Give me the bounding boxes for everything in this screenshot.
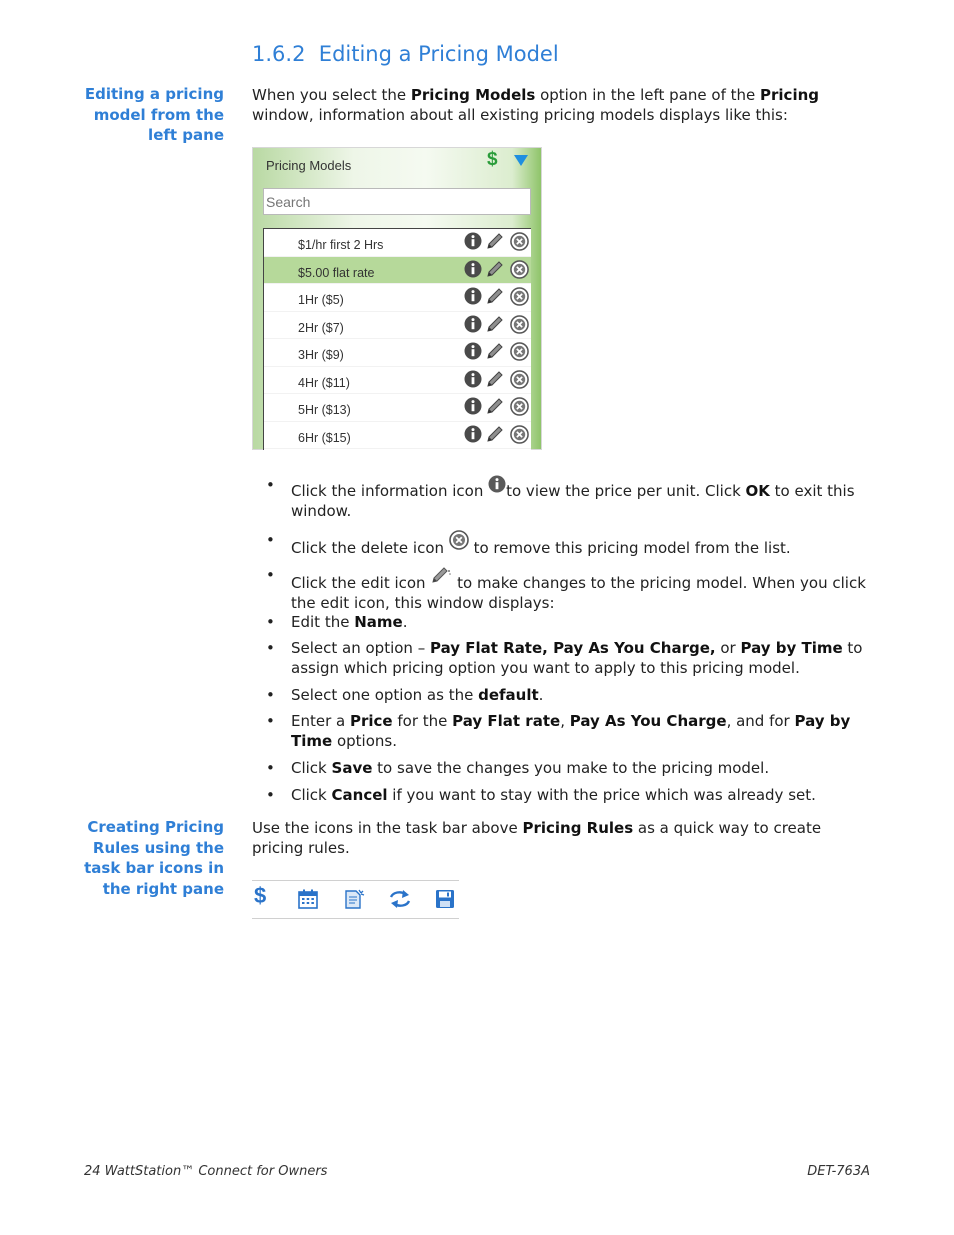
rules-text-2: as a quick way to create pricing rules. bbox=[252, 819, 822, 857]
delete-icon[interactable] bbox=[510, 397, 529, 416]
row-actions bbox=[464, 370, 529, 389]
delete-icon[interactable] bbox=[510, 287, 529, 306]
delete-icon bbox=[449, 530, 469, 550]
intro-text-1: When you select the bbox=[252, 86, 411, 104]
delete-icon[interactable] bbox=[510, 342, 529, 361]
edit-icon[interactable] bbox=[486, 315, 506, 333]
bullet-text: Click bbox=[291, 759, 332, 777]
bullet-text: , and for bbox=[726, 712, 795, 730]
delete-icon[interactable] bbox=[510, 370, 529, 389]
info-icon[interactable] bbox=[464, 287, 482, 305]
bullet-default bbox=[266, 685, 866, 705]
delete-icon[interactable] bbox=[510, 315, 529, 334]
bullet-text: to assign which pricing option you want to apply to this pricing model. bbox=[291, 639, 863, 677]
list-item[interactable] bbox=[264, 284, 531, 312]
list-item[interactable] bbox=[264, 394, 531, 422]
panel-title: Pricing Models bbox=[266, 158, 352, 173]
bullet-delete bbox=[266, 530, 866, 558]
task-bar bbox=[252, 880, 459, 919]
bullet-bold: Cancel bbox=[331, 786, 388, 804]
bullet-text: to view the price per unit. Click bbox=[506, 482, 746, 500]
bullet-bold: Price bbox=[350, 712, 393, 730]
bullet-text: . bbox=[538, 686, 544, 704]
list-item-label: 3Hr ($9) bbox=[298, 348, 344, 362]
section-heading bbox=[252, 44, 559, 64]
pricing-model-list bbox=[263, 228, 531, 450]
intro-bold-1: Pricing Models bbox=[410, 86, 536, 104]
edit-icon[interactable] bbox=[486, 370, 506, 388]
list-item[interactable] bbox=[264, 312, 531, 340]
edit-icon[interactable] bbox=[486, 287, 506, 305]
intro-text-2: option in the left pane of the bbox=[535, 86, 761, 104]
info-icon[interactable] bbox=[464, 342, 482, 360]
bullet-text: Click the edit icon bbox=[291, 574, 431, 592]
intro-paragraph bbox=[252, 85, 867, 125]
calendar-icon[interactable] bbox=[298, 889, 318, 909]
footer-doc-id: DET-763A bbox=[807, 1164, 870, 1179]
edit-icon[interactable] bbox=[486, 425, 506, 443]
rules-bold: Pricing Rules bbox=[522, 819, 634, 837]
bullet-text: , bbox=[560, 712, 570, 730]
bullet-text: Edit the bbox=[291, 613, 355, 631]
bullet-text: to make changes to the pricing model. When you click the edit icon, this window displays: bbox=[291, 574, 866, 612]
row-actions bbox=[464, 397, 529, 416]
list-item-label: 4Hr ($11) bbox=[298, 375, 350, 390]
list-item-label: $1/hr first 2 Hrs bbox=[298, 238, 384, 252]
info-icon[interactable] bbox=[464, 315, 482, 333]
bullet-info bbox=[266, 475, 866, 521]
row-actions bbox=[464, 260, 529, 279]
filter-arrow-icon[interactable] bbox=[514, 155, 528, 167]
bullet-bold: Pay by Time bbox=[291, 712, 851, 750]
bullet-text: . bbox=[402, 613, 408, 631]
dollar-icon[interactable]: $ bbox=[254, 883, 267, 908]
bullet-text: Click bbox=[291, 786, 332, 804]
bullet-text: for the bbox=[392, 712, 453, 730]
bullet-text: Click the delete icon bbox=[291, 539, 449, 557]
list-item[interactable] bbox=[264, 229, 531, 257]
save-icon[interactable] bbox=[435, 889, 455, 909]
section-title: Editing a Pricing Model bbox=[318, 42, 559, 66]
bullet-text: Click the information icon bbox=[291, 482, 489, 500]
info-icon[interactable] bbox=[464, 232, 482, 250]
footer-page-info: 24 WattStation™ Connect for Owners bbox=[84, 1164, 328, 1179]
edit-icon[interactable] bbox=[486, 232, 506, 250]
bullet-cancel bbox=[266, 785, 866, 805]
intro-text-3: window, information about all existing pricing models displays like this: bbox=[252, 106, 788, 124]
info-icon[interactable] bbox=[464, 370, 482, 388]
row-actions bbox=[464, 232, 529, 251]
edit-icon[interactable] bbox=[486, 260, 506, 278]
bullet-text: to remove this pricing model from the list. bbox=[468, 539, 791, 557]
bullet-option bbox=[266, 638, 866, 678]
rules-paragraph bbox=[252, 818, 867, 858]
bullet-name bbox=[266, 612, 866, 632]
list-item-label: 5Hr ($13) bbox=[298, 403, 351, 417]
bullet-text: options. bbox=[332, 732, 397, 750]
bullet-text: Enter a bbox=[291, 712, 350, 730]
row-actions bbox=[464, 342, 529, 361]
side-heading-creating: Creating Pricing Rules using the task bar icons in the right pane bbox=[84, 818, 224, 898]
bullet-price bbox=[266, 711, 866, 751]
list-item[interactable] bbox=[264, 257, 531, 285]
bullet-text: or bbox=[715, 639, 741, 657]
section-number: 1.6.2 bbox=[252, 42, 306, 66]
list-item-label: $5.00 flat rate bbox=[298, 265, 375, 280]
info-icon[interactable] bbox=[464, 260, 482, 278]
bullet-text: to save the changes you make to the pricing model. bbox=[372, 759, 770, 777]
list-item[interactable] bbox=[264, 367, 531, 395]
edit-icon bbox=[430, 565, 452, 585]
delete-icon[interactable] bbox=[510, 260, 529, 279]
bullet-edit bbox=[266, 565, 866, 613]
intro-bold-2: Pricing bbox=[760, 86, 819, 104]
bullet-bold: Save bbox=[331, 759, 373, 777]
rules-text-1: Use the icons in the task bar above bbox=[252, 819, 523, 837]
bullet-bold: Pay As You Charge bbox=[569, 712, 727, 730]
edit-icon[interactable] bbox=[486, 342, 506, 360]
list-item-label: 6Hr ($15) bbox=[298, 430, 351, 445]
row-actions bbox=[464, 425, 529, 444]
bullet-bold: Name bbox=[354, 613, 403, 631]
search-input[interactable] bbox=[263, 188, 531, 215]
info-icon bbox=[488, 475, 506, 493]
bullet-text: if you want to stay with the price which was already set. bbox=[387, 786, 816, 804]
side-heading-editing: Editing a pricing model from the left pane bbox=[84, 85, 224, 144]
row-actions bbox=[464, 315, 529, 334]
bullet-bold: OK bbox=[745, 482, 770, 500]
delete-icon[interactable] bbox=[510, 232, 529, 251]
bullet-text: Select one option as the bbox=[291, 686, 479, 704]
swap-icon[interactable] bbox=[389, 889, 411, 909]
info-icon[interactable] bbox=[464, 397, 482, 415]
list-item[interactable] bbox=[264, 339, 531, 367]
bullet-bold: Pay Flat Rate, Pay As You Charge, bbox=[429, 639, 716, 657]
list-item-label: 2Hr ($7) bbox=[298, 320, 344, 335]
list-item-label: 1Hr ($5) bbox=[298, 293, 344, 307]
bullet-text: Select an option – bbox=[291, 639, 430, 657]
row-actions bbox=[464, 287, 529, 306]
bullet-text: to exit this window. bbox=[291, 482, 855, 520]
bullet-save bbox=[266, 758, 866, 778]
info-icon[interactable] bbox=[464, 425, 482, 443]
delete-icon[interactable] bbox=[510, 425, 529, 444]
bullet-bold: default bbox=[478, 686, 539, 704]
new-document-icon[interactable] bbox=[344, 889, 366, 909]
list-item[interactable] bbox=[264, 422, 531, 450]
bullet-bold: Pay Flat rate bbox=[452, 712, 561, 730]
pricing-models-panel bbox=[252, 147, 542, 450]
dollar-icon[interactable]: $ bbox=[487, 149, 498, 170]
edit-icon[interactable] bbox=[486, 397, 506, 415]
bullet-bold: Pay by Time bbox=[740, 639, 843, 657]
